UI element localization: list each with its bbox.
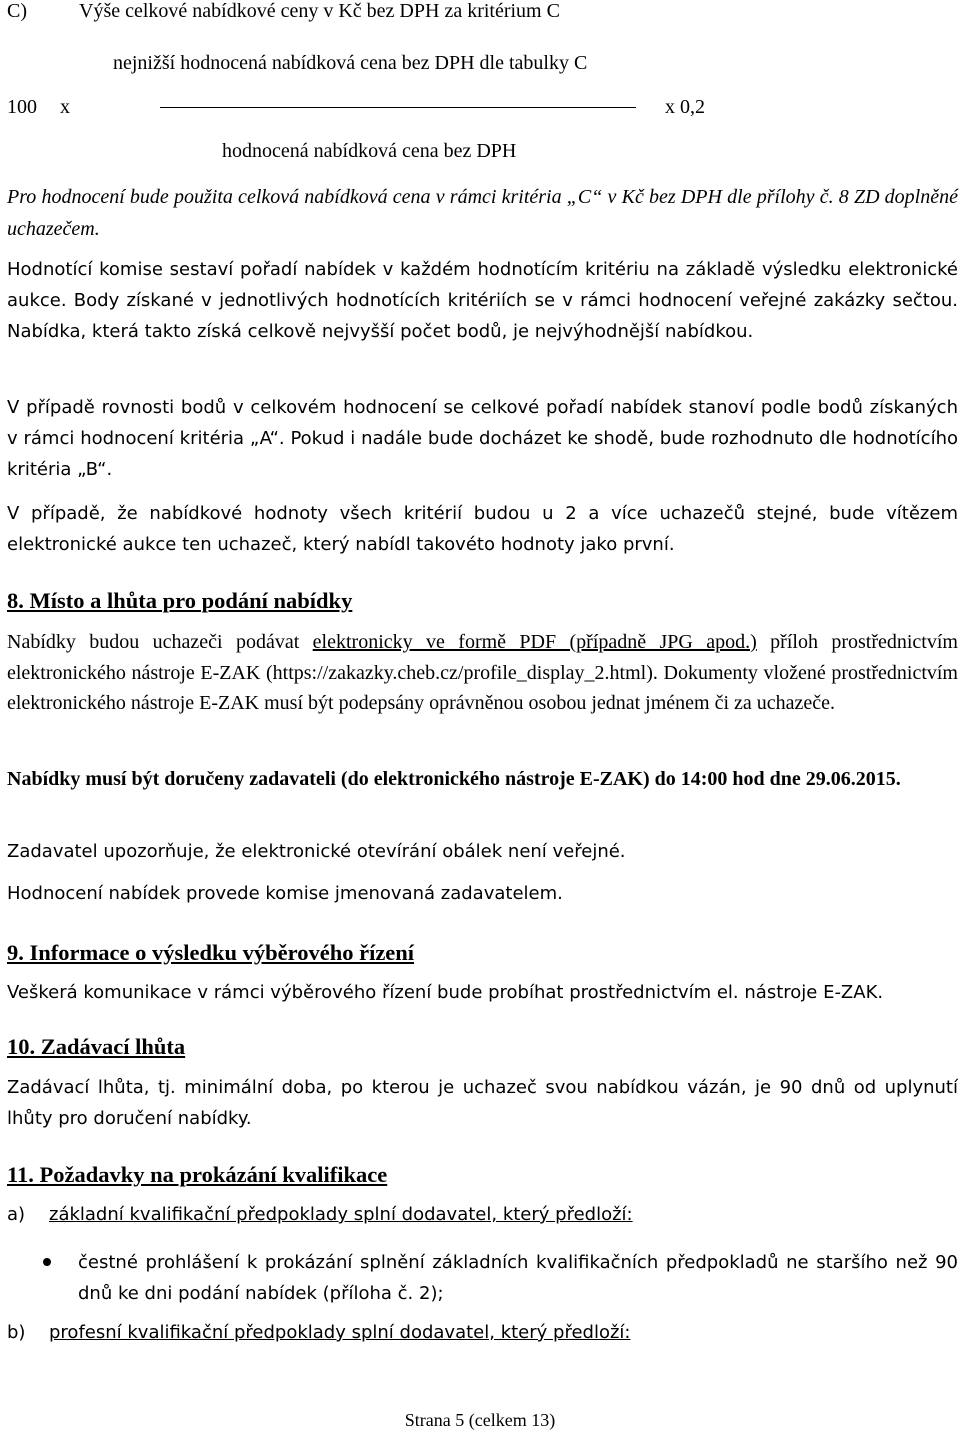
formula-denominator: hodnocená nabídková cena bez DPH	[222, 140, 517, 162]
section-10-text: Zadávací lhůta, tj. minimální doba, po kterou je uchazeč svou nabídkou vázán, je 90 dnů od uplynutí lhůty pro doručení nabídky.	[7, 1077, 958, 1129]
paragraph-identical-values: V případě, že nabídkové hodnoty všech kritérií budou u 2 a více uchazečů stejné, bude vítězem elektronické aukce ten uchazeč, který nabídl takovéto hodnoty jako první.	[7, 503, 958, 555]
formula-numerator: nejnižší hodnocená nabídková cena bez DPH dle tabulky C	[113, 52, 588, 74]
section-8-heading: 8. Místo a lhůta pro podání nabídky	[7, 588, 353, 613]
submission-text-start: Nabídky budou uchazeči podávat	[7, 631, 313, 653]
item-b-label: b)	[7, 1322, 26, 1343]
bullet-item-declaration: čestné prohlášení k prokázání splnění základních kvalifikačních předpokladů ne staršího než 90 dnů ke dni podání nabídek (příloha č. 2);	[78, 1252, 958, 1304]
section-8-submission	[7, 627, 958, 719]
formula-times-left: x	[60, 96, 70, 118]
formula-times-right: x 0,2	[665, 96, 705, 118]
paragraph-ranking: Hodnotící komise sestaví pořadí nabídek v každém hodnotícím kritériu na základě výsledku elektronické aukce. Body získané v jednotlivých hodnotících kritériích se v rámci hodnocení veřejné zakázky sečtou. Nabídka, která takto získá celkově nejvyšší počet bodů, je nejvýhodnější nabídkou.	[7, 259, 958, 342]
page-footer: Strana 5 (celkem 13)	[404, 1410, 556, 1430]
criterion-label: C)	[7, 0, 27, 22]
evaluation-notice: Hodnocení nabídek provede komise jmenovaná zadavatelem.	[7, 883, 563, 904]
section-10-heading: 10. Zadávací lhůta	[7, 1034, 186, 1059]
opening-notice: Zadavatel upozorňuje, že elektronické otevírání obálek není veřejné.	[7, 841, 626, 862]
fraction-line	[160, 107, 636, 108]
item-a-text: základní kvalifikační předpoklady splní dodavatel, který předloží:	[49, 1204, 633, 1225]
item-a-label: a)	[7, 1204, 26, 1225]
item-b-text: profesní kvalifikační předpoklady splní dodavatel, který předloží:	[49, 1322, 631, 1343]
section-9-heading: 9. Informace o výsledku výběrového řízení	[7, 940, 415, 965]
section-11-heading: 11. Požadavky na prokázání kvalifikace	[7, 1162, 388, 1187]
bullet-icon	[43, 1258, 51, 1266]
paragraph-tie: V případě rovnosti bodů v celkovém hodnocení se celkové pořadí nabídek stanoví podle bodů získaných v rámci hodnocení kritéria „A“. Pokud i nadále bude docházet ke shodě, bude rozhodnuto dle hodnotícího kritéria „B“.	[7, 397, 958, 480]
italic-note: Pro hodnocení bude použita celková nabídková cena v rámci kritéria „C“ v Kč bez DPH dle přílohy č. 8 ZD doplněné uchazečem.	[7, 186, 958, 240]
formula-factor: 100	[7, 96, 37, 118]
deadline-notice: Nabídky musí být doručeny zadavateli (do elektronického nástroje E-ZAK) do 14:00 hod dne 29.06.2015.	[7, 768, 901, 790]
section-9-text: Veškerá komunikace v rámci výběrového řízení bude probíhat prostřednictvím el. nástroje E-ZAK.	[7, 982, 884, 1003]
submission-format: elektronicky ve formě PDF (případně JPG apod.)	[312, 631, 757, 653]
submission-text-end: příloh prostřednictvím elektronického nástroje E-ZAK (https://zakazky.cheb.cz/profile_display_2.html). Dokumenty vložené prostřednictvím elektronického nástroje E-ZAK musí být podepsány oprávněnou osobou jednat jménem či za uchazeče.	[7, 631, 958, 714]
criterion-title: Výše celkové nabídkové ceny v Kč bez DPH za kritérium C	[79, 0, 560, 22]
